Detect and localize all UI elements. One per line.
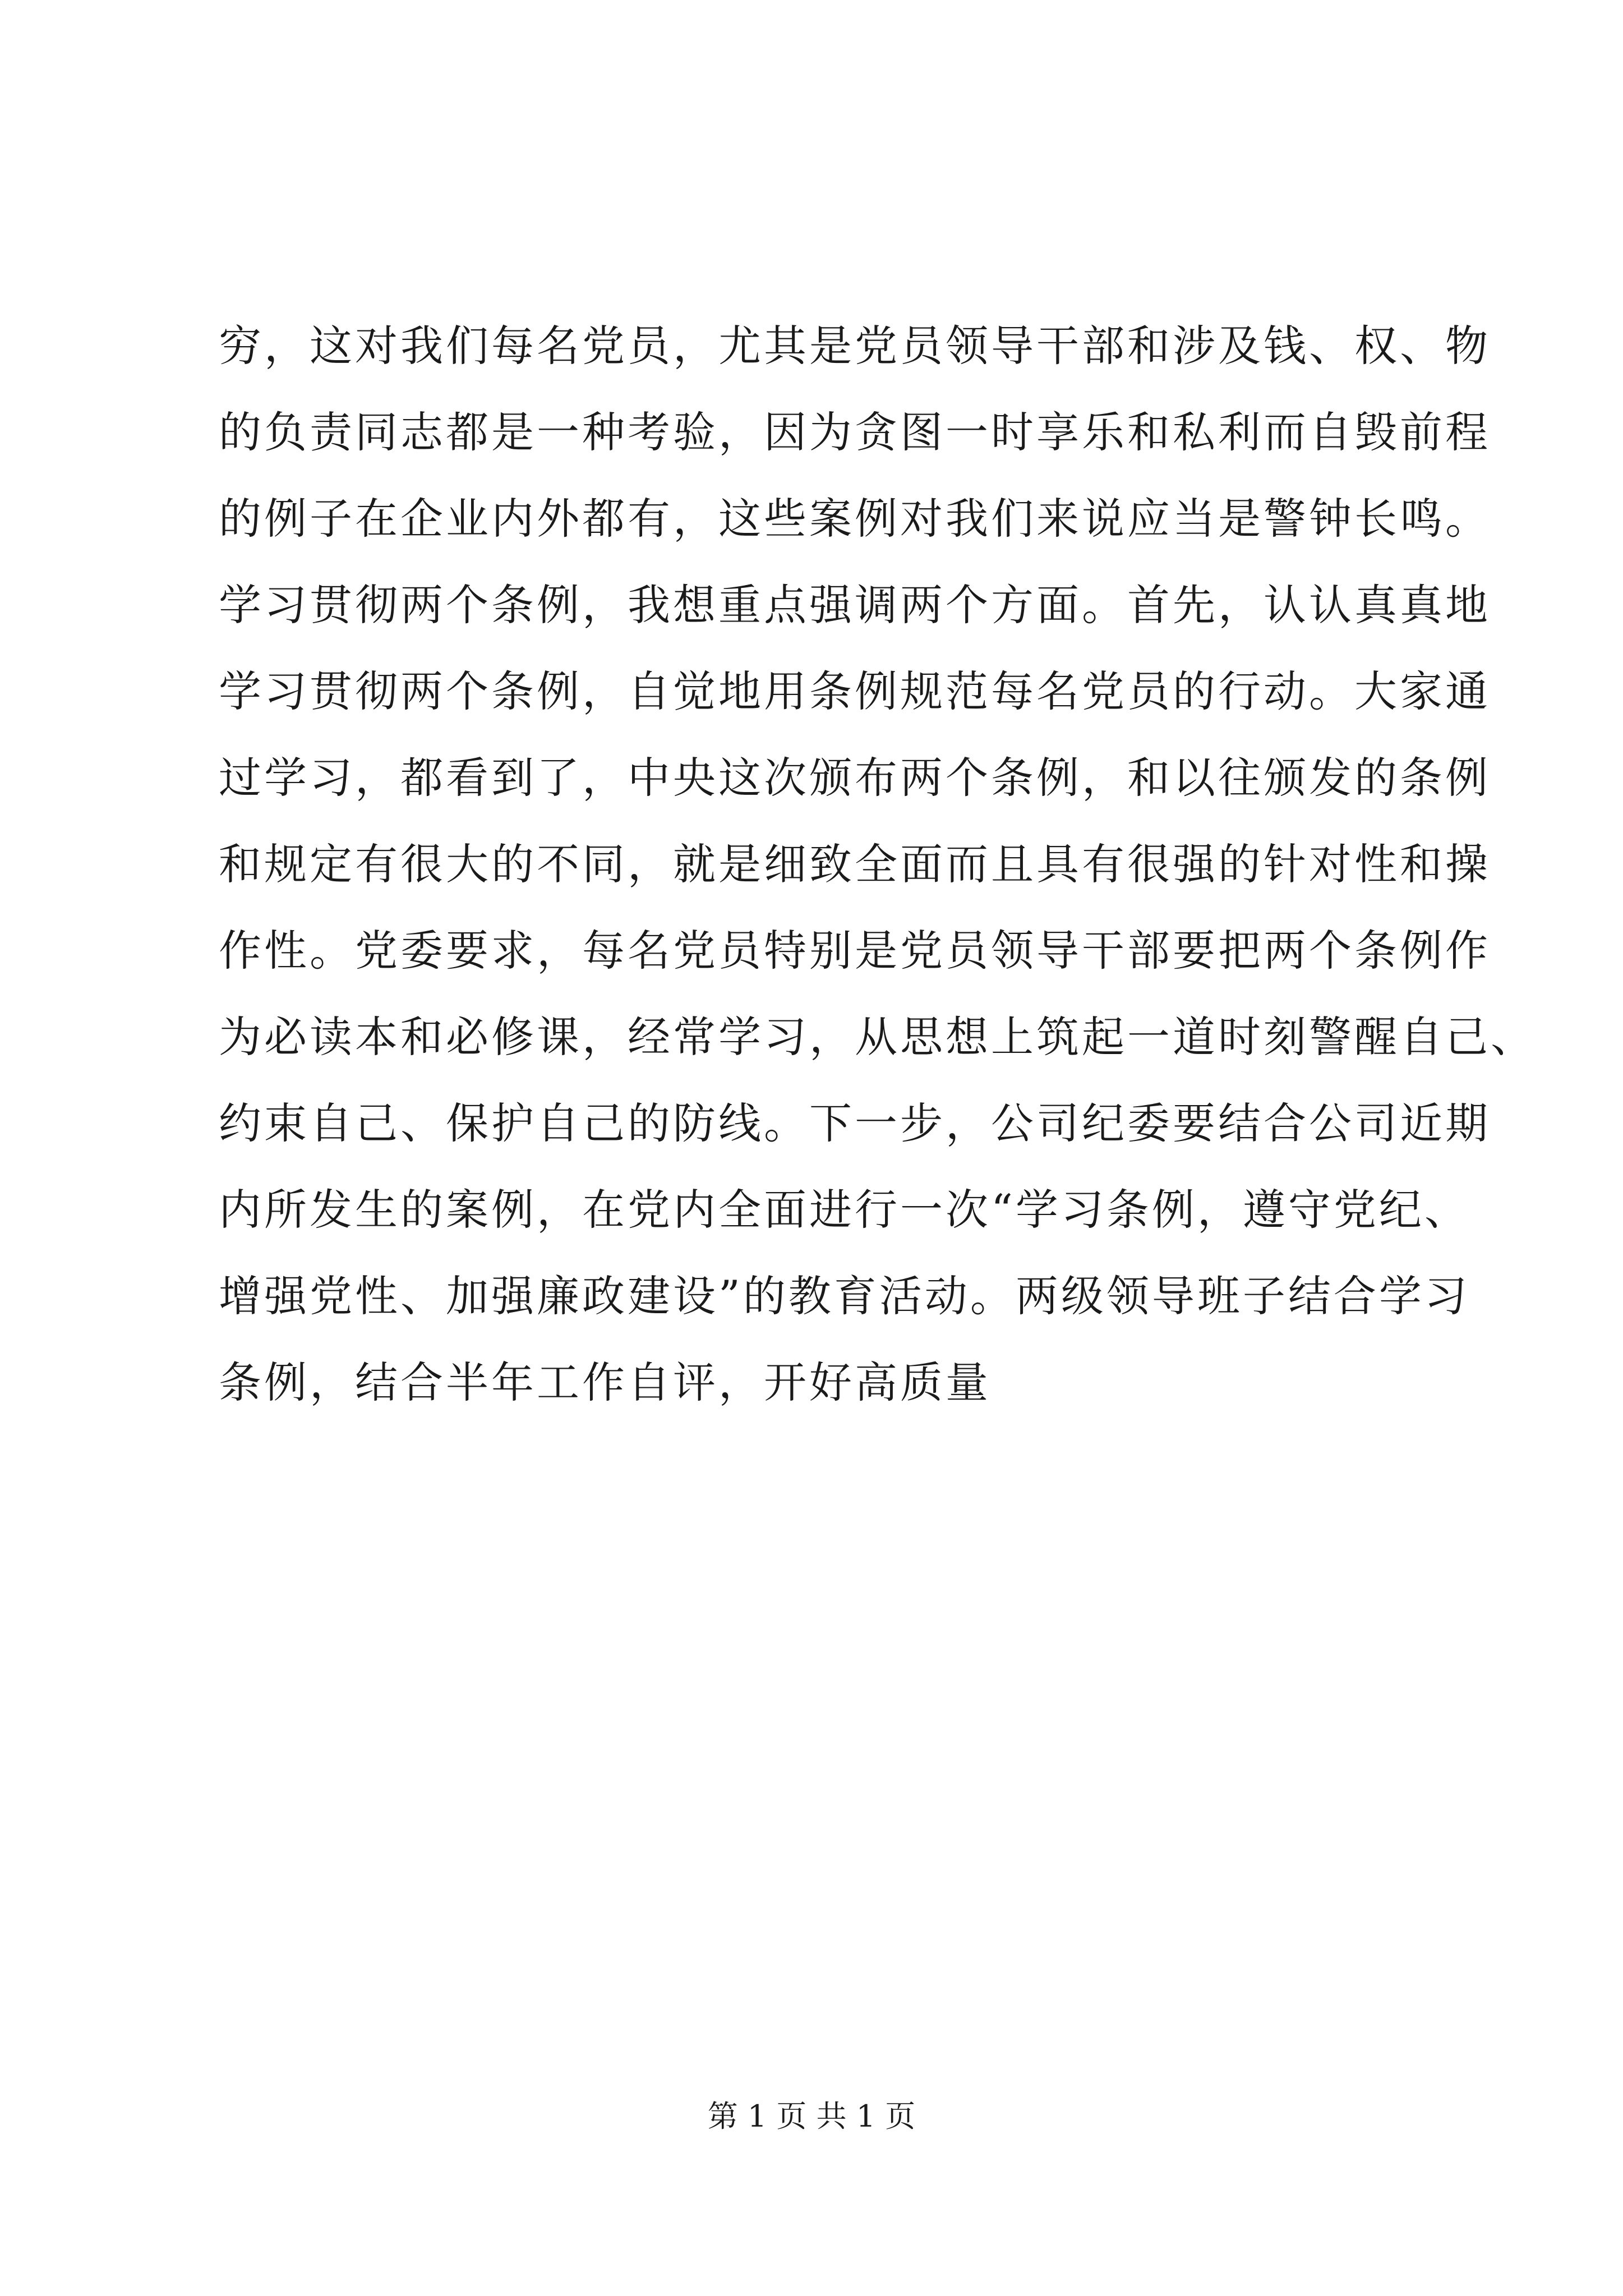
text-line: 和规定有很大的不同，就是细致全面而且具有很强的针对性和操 — [219, 839, 1491, 889]
text-line: 约束自己、保护自己的防线。下一步，公司纪委要结合公司近期 — [219, 1098, 1491, 1148]
text-line: 为必读本和必修课，经常学习，从思想上筑起一道时刻警醒自己、 — [219, 1012, 1536, 1062]
text-line: 的例子在企业内外都有，这些案例对我们来说应当是警钟长鸣。 — [219, 494, 1491, 544]
text-line: 增强党性、加强廉政建设”的教育活动。两级领导班子结合学习 — [219, 1271, 1470, 1321]
page-footer — [0, 2092, 1623, 2136]
text-line: 的负责同志都是一种考验，因为贪图一时享乐和私利而自毁前程 — [219, 407, 1491, 457]
text-line: 穷，这对我们每名党员，尤其是党员领导干部和涉及钱、权、物 — [219, 321, 1491, 371]
body-text — [219, 303, 1536, 1426]
text-line: 学习贯彻两个条例，我想重点强调两个方面。首先，认认真真地 — [219, 580, 1491, 630]
text-line: 作性。党委要求，每名党员特别是党员领导干部要把两个条例作 — [219, 926, 1491, 976]
text-line: 内所发生的案例，在党内全面进行一次“学习条例，遵守党纪、 — [219, 1185, 1470, 1235]
text-line: 条例，结合半年工作自评，开好高质量 — [219, 1358, 991, 1407]
text-line: 过学习，都看到了，中央这次颁布两个条例，和以往颁发的条例 — [219, 753, 1491, 803]
page-number-label: 第 1 页 共 1 页 — [707, 2099, 916, 2134]
text-line: 学习贯彻两个条例，自觉地用条例规范每名党员的行动。大家通 — [219, 666, 1491, 716]
